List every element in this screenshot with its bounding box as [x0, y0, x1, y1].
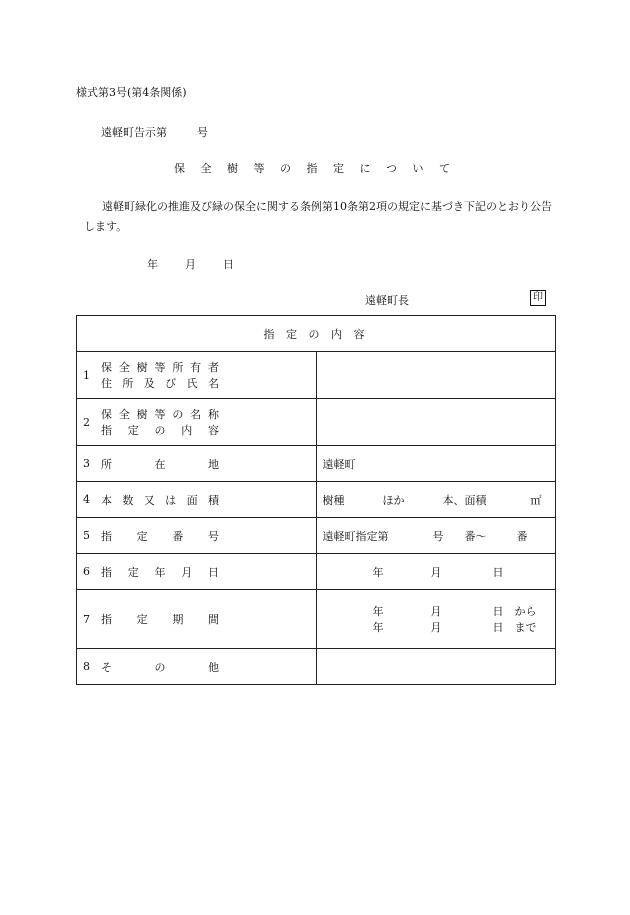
- label-line: そ の 他: [101, 660, 219, 674]
- table-row: [77, 352, 556, 399]
- row-value: 遠軽町: [316, 446, 556, 482]
- value-part: 遠軽町指定第: [322, 529, 389, 543]
- value-part: 番～: [464, 529, 487, 543]
- row-number: 8: [83, 660, 90, 673]
- row-value: [316, 554, 556, 590]
- notice-prefix: 遠軽町告示第: [101, 126, 167, 139]
- row-value: [316, 482, 556, 518]
- row-number: 5: [83, 529, 90, 542]
- row-value: [316, 590, 556, 649]
- label-line: 本 数 又 は 面 積: [101, 493, 219, 507]
- seal-mark: 印: [530, 290, 546, 306]
- value-part: から: [514, 605, 537, 618]
- row-label: [77, 446, 317, 482]
- row-label: [77, 518, 317, 554]
- date-day: 日: [223, 258, 234, 271]
- value-part: 年: [372, 605, 384, 618]
- value-part: 年: [372, 565, 384, 579]
- value-part: 日: [492, 605, 504, 618]
- table-row: [77, 590, 556, 649]
- table-header-row: [77, 316, 556, 352]
- table-row: [77, 554, 556, 590]
- row-label: [77, 482, 317, 518]
- value-part: 月: [430, 565, 442, 579]
- row-number: 2: [83, 415, 90, 429]
- value-part: 番: [516, 529, 528, 543]
- row-number: 6: [83, 565, 90, 578]
- value-part: 日: [492, 621, 504, 634]
- label-line: 保 全 樹 等 の 名 称: [101, 408, 219, 421]
- notice-suffix: 号: [197, 126, 208, 139]
- value-part: 号: [432, 529, 444, 543]
- body-paragraph: 遠軽町緑化の推進及び緑の保全に関する条例第10条第2項の規定に基づき下記のとおり公告します。: [84, 200, 552, 233]
- row-label: [77, 590, 317, 649]
- label-line: 指 定 番 号: [101, 529, 219, 543]
- label-line: 保 全 樹 等 所 有 者: [101, 361, 219, 374]
- value-part: まで: [514, 621, 537, 634]
- value-part: 樹種: [322, 493, 345, 507]
- row-value: [316, 649, 556, 685]
- row-number: 1: [83, 368, 90, 382]
- label-line: 指 定 の 内 容: [101, 424, 219, 437]
- date-month: 月: [185, 258, 196, 271]
- row-label: [77, 399, 317, 446]
- value-part: 本、面積: [442, 493, 487, 507]
- form-number-label: 様式第3号(第4条関係): [76, 86, 187, 99]
- value-part: ほか: [382, 493, 405, 507]
- row-number: 7: [83, 612, 90, 626]
- value-part: ㎡: [530, 493, 542, 507]
- row-number: 4: [83, 493, 90, 506]
- label-line: 住 所 及 び 氏 名: [101, 377, 219, 390]
- document-title: 保 全 樹 等 の 指 定 に つ い て: [174, 162, 456, 175]
- table-heading: 指 定 の 内 容: [77, 316, 556, 352]
- notice-number-line: [101, 124, 208, 140]
- signer-title: 遠軽町長: [365, 294, 409, 307]
- table-row: [77, 482, 556, 518]
- designation-table: [76, 315, 556, 685]
- value-part: 日: [492, 565, 504, 579]
- table-row: [77, 518, 556, 554]
- row-value: [316, 399, 556, 446]
- label-line: 指 定 年 月 日: [101, 565, 219, 579]
- row-label: [77, 554, 317, 590]
- value-part: 月: [430, 621, 442, 634]
- table-row: [77, 446, 556, 482]
- row-value: [316, 518, 556, 554]
- label-line: 指 定 期 間: [101, 613, 219, 626]
- row-number: 3: [83, 457, 90, 470]
- row-value: [316, 352, 556, 399]
- row-label: [77, 649, 317, 685]
- value-part: 年: [372, 621, 384, 634]
- label-line: 所 在 地: [101, 457, 219, 471]
- date-year: 年: [147, 258, 158, 271]
- value-part: 月: [430, 605, 442, 618]
- table-row: [77, 649, 556, 685]
- date-line: [147, 256, 234, 272]
- row-label: [77, 352, 317, 399]
- table-row: [77, 399, 556, 446]
